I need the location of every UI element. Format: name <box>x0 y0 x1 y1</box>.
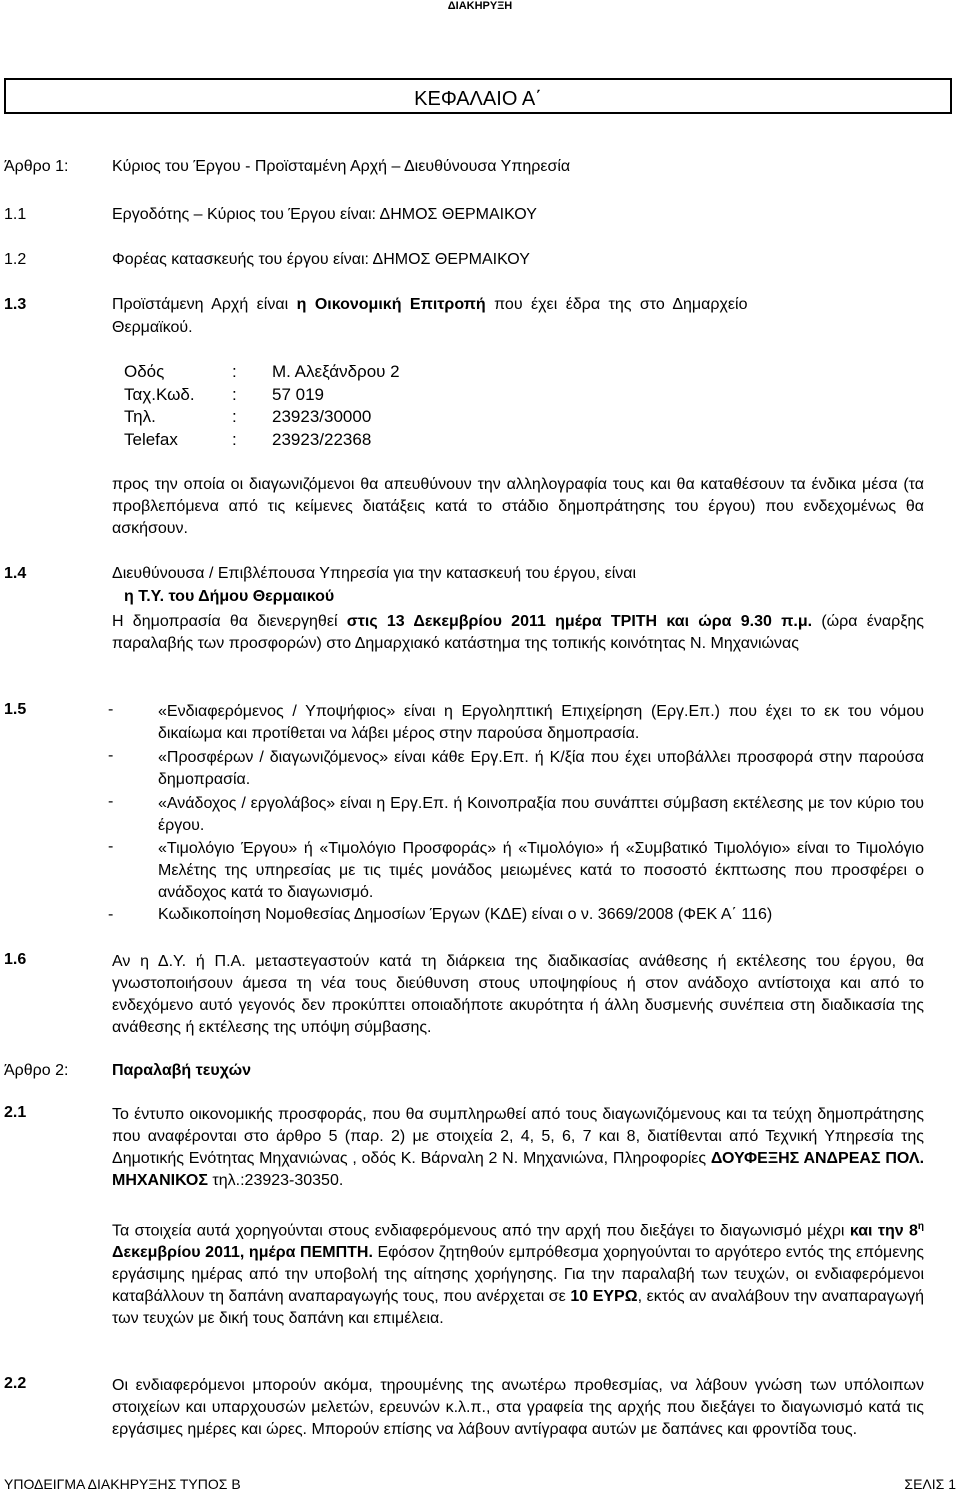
footer-left: ΥΠΟΔΕΙΓΜΑ ΔΙΑΚΗΡΥΞΗΣ ΤΥΠΟΣ Β <box>4 1476 241 1492</box>
address-sep: : <box>232 362 237 381</box>
address-value-phone: 23923/30000 <box>272 407 372 426</box>
article-2-title: Παραλαβή τευχών <box>112 1062 251 1079</box>
address-label-street: Οδός <box>124 362 165 381</box>
section-2-1-number: 2.1 <box>4 1104 27 1121</box>
address-sep: : <box>232 407 237 426</box>
section-1-4-line1: Διευθύνουσα / Επιβλέπουσα Υπηρεσία για την κατασκευή του έργου, είναι <box>112 565 637 582</box>
section-1-3-line1: Προϊστάμενη Αρχή είναι η Οικονομική Επιτροπή που έχει έδρα της στο Δημαρχείο <box>112 296 748 313</box>
definition-item: «Ενδιαφερόμενος / Υποψήφιος» είναι η Εργοληπτική Επιχείρηση (Εργ.Επ.) που έχει το εκ του νόμου δικαίωμα και προτίθεται να λάβει μέρος στην παρούσα δημοπρασία. <box>158 703 924 742</box>
address-sep: : <box>232 430 237 449</box>
list-dash: - <box>108 906 114 923</box>
address-value-postcode: 57 019 <box>272 385 324 404</box>
article-1-label: Άρθρο 1: <box>4 158 69 175</box>
address-label-postcode: Ταχ.Κωδ. <box>124 385 195 404</box>
chapter-title: ΚΕΦΑΛΑΙΟ Α΄ <box>414 88 542 110</box>
document-header: ΔΙΑΚΗΡΥΞΗ <box>447 0 513 12</box>
section-1-5-number: 1.5 <box>4 701 27 718</box>
section-1-1-number: 1.1 <box>4 206 27 223</box>
list-dash: - <box>108 838 114 855</box>
section-1-6-paragraph: Αν η Δ.Υ. ή Π.Α. μεταστεγαστούν κατά τη διάρκεια της διαδικασίας ανάθεσης ή εκτέλεσης του έργου, θα γνωστοποιήσουν άμεσα τη νέα τους διεύθυνση στους υποψηφίους ή στον ανάδοχο αντίστοιχα και από το ενδεχόμενο αυτό γεγονός δεν προκύπτει οποιαδήποτε ακυρότητα ή άλλη δυσμενής συνέπεια στη διαδικασία της ανάθεσης ή εκτέλεσης της υπόψη σύμβασης. <box>112 953 924 1036</box>
section-2-2-paragraph: Οι ενδιαφερόμενοι μπορούν ακόμα, τηρουμένης της ανωτέρω προθεσμίας, να λάβουν γνώση των υπόλοιπων στοιχείων και υπαρχουσών μελετών, ερευνών κ.λ.π., στα γραφεία της αρχής που διεξάγει το διαγωνισμό κατά τις εργάσιμες ημέρες και ώρες. Μπορούν επίσης να λάβουν αντίγραφα αυτών με δαπάνες και φροντίδα τους. <box>112 1377 924 1438</box>
section-1-4-number: 1.4 <box>4 565 27 582</box>
address-sep: : <box>232 385 237 404</box>
section-1-1-text: Εργοδότης – Κύριος του Έργου είναι: ΔΗΜΟΣ ΘΕΡΜΑΙΚΟΥ <box>112 206 537 223</box>
section-1-2-text: Φορέας κατασκευής του έργου είναι: ΔΗΜΟΣ ΘΕΡΜΑΙΚΟΥ <box>112 251 530 268</box>
address-label-phone: Τηλ. <box>124 407 156 426</box>
list-dash: - <box>108 747 114 764</box>
definition-item: Κωδικοποίηση Νομοθεσίας Δημοσίων Έργων (ΚΔΕ) είναι ο ν. 3669/2008 (ΦΕΚ Α΄ 116) <box>158 906 773 923</box>
address-value-fax: 23923/22368 <box>272 430 372 449</box>
section-1-3-paragraph: προς την οποία οι διαγωνιζόμενοι θα απευθύνουν την αλληλογραφία τους και θα καταθέσουν τα ένδικα μέσα (τα προβλεπόμενα από τις κείμενες διατάξεις κατά το στάδιο δημοπράτησης του έργου) που ενδεχομένως θα ασκήσουν. <box>112 476 924 537</box>
section-2-1-paragraph-2: Τα στοιχεία αυτά χορηγούνται στους ενδιαφερόμενους από την αρχή που διεξάγει το διαγωνισμό μέχρι και την $8^\eta$ Δεκεμβρίου 2011, ημέρα ΠΕΜΠΤΗ. Εφόσον ζητηθούν εμπρόθεσμα χορηγούνται το αργότερο εντός της επόμενης εργάσιμης ημέρας από την υποβολή της αίτησης χορήγησης. Για την παραλαβή των τευχών, οι ενδιαφερόμενοι καταβάλλουν τη δαπάνη αναπαραγωγής τους, που ανέρχεται σε 10 ΕΥΡΩ, εκτός αν αναλάβουν την αναπαραγωγή των τευχών με δική τους δαπάνη και επιμέλεια. <box>112 1221 924 1328</box>
definition-item: «Ανάδοχος / εργολάβος» είναι η Εργ.Επ. ή Κοινοπραξία που συνάπτει σύμβαση εκτέλεσης με τον κύριο του έργου. <box>158 795 924 834</box>
list-dash: - <box>108 793 114 810</box>
definition-item: «Τιμολόγιο Έργου» ή «Τιμολόγιο Προσφοράς» ή «Τιμολόγιο» ή «Συμβατικό Τιμολόγιο» είναι το Τιμολόγιο Μελέτης της υπηρεσίας με τις τιμές μονάδος μειωμένες κατά το ποσοστό έκπτωσης που προσφέρει ο ανάδοχος κατά το διαγωνισμό. <box>158 840 924 901</box>
section-1-4-line2: η Τ.Υ. του Δήμου Θερμαικού <box>124 588 335 605</box>
address-label-fax: Telefax <box>124 430 178 449</box>
section-1-3-number: 1.3 <box>4 296 27 313</box>
section-1-4-paragraph: Η δημοπρασία θα διενεργηθεί στις 13 Δεκεμβρίου 2011 ημέρα ΤΡΙΤΗ και ώρα 9.30 π.μ. (ώρα έναρξης παραλαβής των προσφορών) στο Δημαρχιακό κατάστημα της τοπικής κοινότητας Ν. Μηχανιώνας <box>112 613 925 652</box>
definition-item: «Προσφέρων / διαγωνιζόμενος» είναι κάθε Εργ.Επ. ή Κ/ξία που έχει υποβάλλει προσφορά στην παρούσα δημοπρασία. <box>158 749 924 788</box>
list-dash: - <box>108 701 114 718</box>
section-1-2-number: 1.2 <box>4 251 27 268</box>
article-1-title: Κύριος του Έργου - Προϊσταμένη Αρχή – Διευθύνουσα Υπηρεσία <box>112 158 571 175</box>
section-2-1-paragraph-1: Το έντυπο οικονομικής προσφοράς, που θα συμπληρωθεί από τους διαγωνιζόμενους και τα τεύχη δημοπράτησης που αναφέρονται στο άρθρο 5 (παρ. 2) με στοιχεία 2, 4, 5, 6, 7 και 8, διατίθενται από Τεχνική Υπηρεσία της Δημοτικής Ενότητας Μηχανιώνας , οδός Κ. Βάρναλη 2 Ν. Μηχανιώνα, Πληροφορίες ΔΟΥΦΕΞΗΣ ΑΝΔΡΕΑΣ ΠΟΛ. ΜΗΧΑΝΙΚΟΣ τηλ.:23923-30350. <box>112 1106 925 1189</box>
footer-page-number: ΣΕΛΙΣ 1 <box>904 1476 956 1492</box>
section-2-2-number: 2.2 <box>4 1375 27 1392</box>
article-2-label: Άρθρο 2: <box>4 1062 69 1079</box>
chapter-box <box>4 78 952 114</box>
section-1-6-number: 1.6 <box>4 951 27 968</box>
address-value-street: Μ. Αλεξάνδρου 2 <box>272 362 400 381</box>
section-1-3-line2: Θερμαϊκού. <box>112 319 193 336</box>
